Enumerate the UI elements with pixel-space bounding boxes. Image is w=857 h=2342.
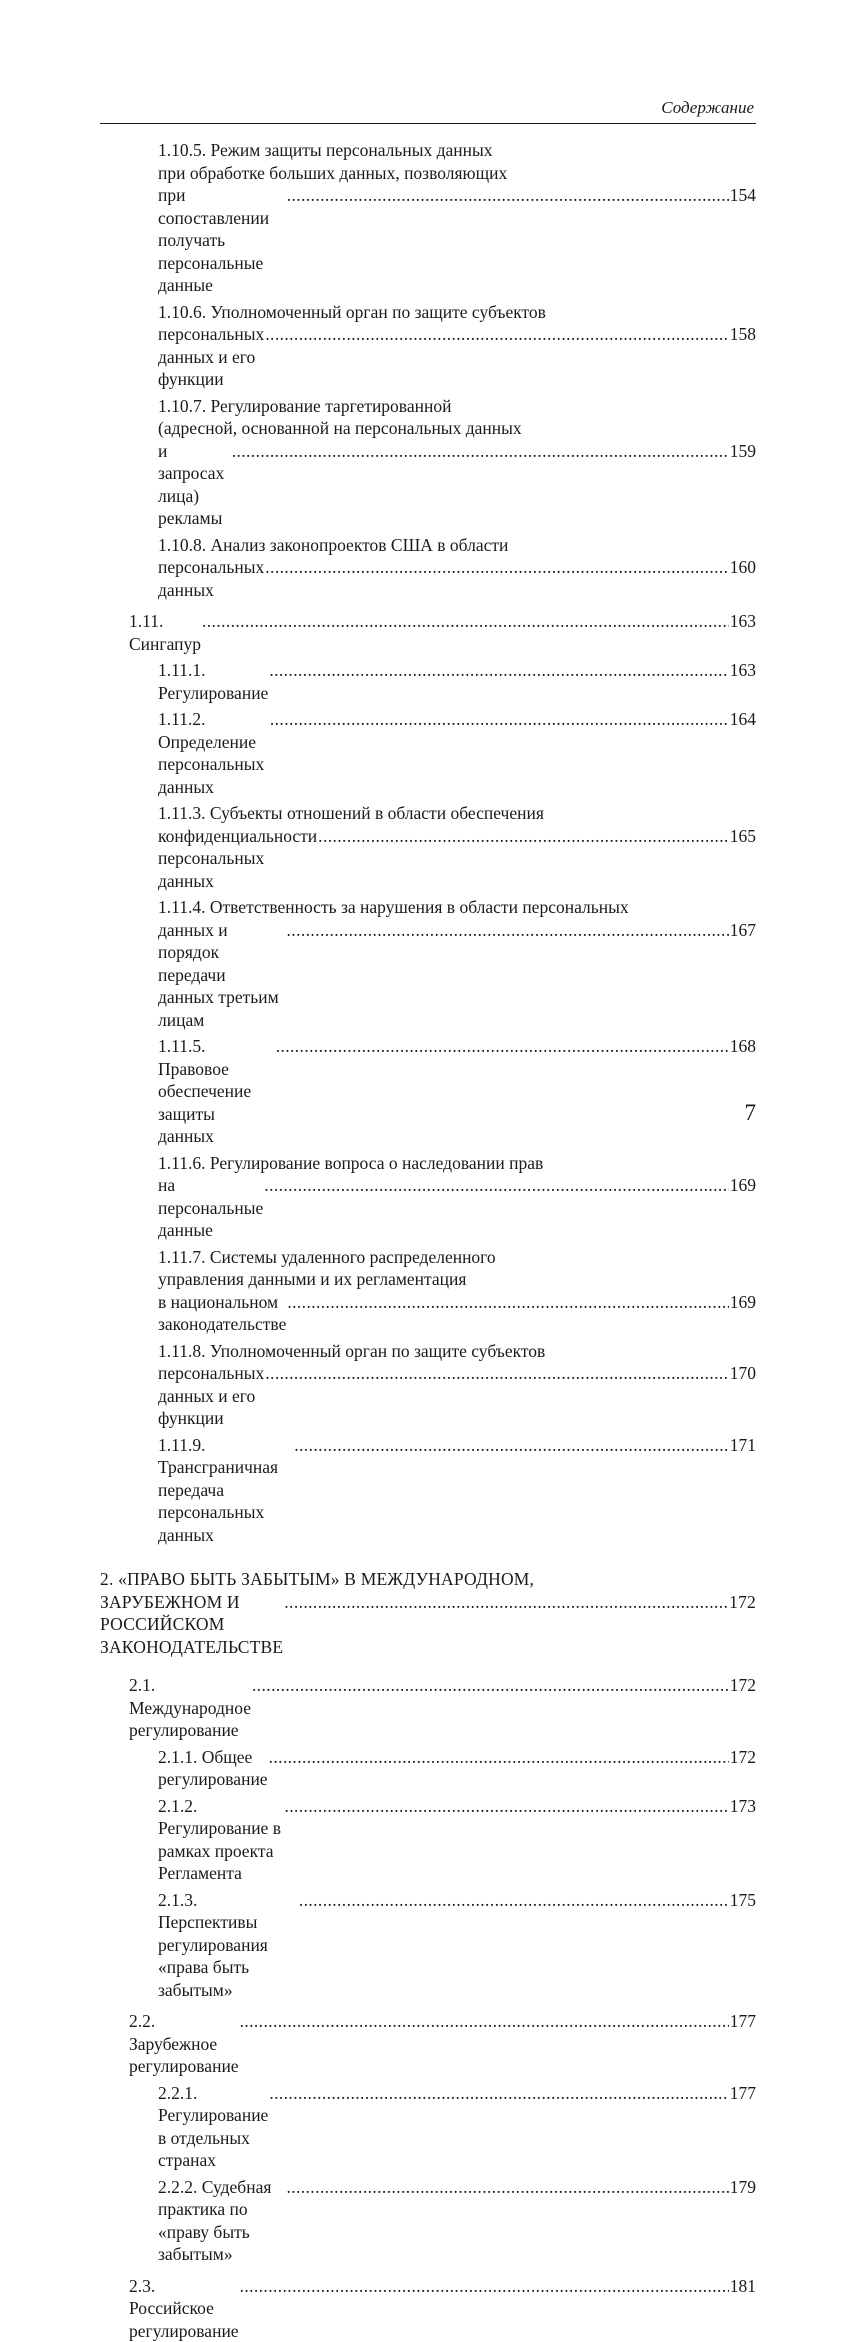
toc-entry-title: 1.11.9. Трансграничная передача персональных данных: [158, 1434, 293, 1547]
toc-page-number: 171: [730, 1434, 756, 1457]
toc-entry[interactable]: [158, 301, 756, 391]
toc-entry[interactable]: [158, 534, 756, 602]
dot-leader: [265, 1362, 728, 1385]
toc-entry[interactable]: [158, 1746, 756, 1791]
dot-leader: [299, 1889, 729, 1912]
dot-leader: [294, 1434, 729, 1457]
toc-page-number: 163: [730, 659, 756, 682]
toc-entry[interactable]: [158, 1434, 756, 1547]
dot-leader: [252, 1674, 729, 1697]
toc-entry-title: 2.2. Зарубежное регулирование: [129, 2010, 239, 2078]
toc-entry[interactable]: [158, 1340, 756, 1430]
dot-leader: [264, 1174, 728, 1197]
toc-page-number: 172: [730, 1674, 756, 1697]
toc-page-number: 177: [730, 2010, 756, 2033]
toc-entry[interactable]: [158, 2082, 756, 2172]
dot-leader: [269, 1746, 729, 1769]
toc-entry[interactable]: [158, 395, 756, 530]
toc-entry[interactable]: [158, 708, 756, 798]
toc-entry-title: 1.10.5. Режим защиты персональных данных: [158, 139, 493, 162]
toc-entry-title: 2.1.1. Общее регулирование: [158, 1746, 268, 1791]
toc-page-number: 167: [730, 919, 756, 942]
toc-entry[interactable]: [158, 1246, 756, 1336]
toc-page-number: 163: [730, 610, 756, 633]
dot-leader: [276, 1035, 729, 1058]
toc-entry-title: 1.11.8. Уполномоченный орган по защите субъектов: [158, 1340, 545, 1363]
toc-entry[interactable]: [129, 2275, 756, 2342]
header-rule: [100, 123, 756, 124]
toc-page-number: 172: [729, 1591, 756, 1614]
toc-entry-title: при сопоставлении получать персональные данные: [158, 184, 286, 297]
toc-page-number: 177: [730, 2082, 756, 2105]
toc-entry-title: 2. «ПРАВО БЫТЬ ЗАБЫТЫМ» В МЕЖДУНАРОДНОМ,: [100, 1568, 534, 1591]
toc-entry[interactable]: [158, 659, 756, 704]
dot-leader: [265, 323, 728, 346]
dot-leader: [287, 919, 729, 942]
toc-entry-title: 2.2.1. Регулирование в отдельных странах: [158, 2082, 268, 2172]
toc-page-number: 165: [730, 825, 756, 848]
toc-page-number: 181: [730, 2275, 756, 2298]
toc-entry-title: 2.1.2. Регулирование в рамках проекта Регламента: [158, 1795, 283, 1885]
toc-page-number: 169: [730, 1291, 756, 1314]
dot-leader: [232, 440, 729, 463]
toc-entry-title: конфиденциальности персональных данных: [158, 825, 317, 893]
toc-entry-title: 1.10.6. Уполномоченный орган по защите субъектов: [158, 301, 546, 324]
toc-entry[interactable]: [100, 1568, 756, 1658]
toc-page-number: 159: [730, 440, 756, 463]
dot-leader: [286, 2176, 728, 2199]
page-number: 7: [745, 1100, 757, 1126]
dot-leader: [287, 1291, 728, 1314]
toc-entry-title: управления данными и их регламентация: [158, 1268, 466, 1291]
toc-entry-title: и запросах лица) рекламы: [158, 440, 231, 530]
toc-entry-title: персональных данных и его функции: [158, 1362, 264, 1430]
toc-entry[interactable]: [158, 2176, 756, 2266]
table-of-contents: [100, 139, 756, 2342]
toc-entry[interactable]: [158, 1889, 756, 2002]
toc-entry[interactable]: [158, 802, 756, 892]
toc-entry-title: в национальном законодательстве: [158, 1291, 286, 1336]
toc-entry[interactable]: [129, 2010, 756, 2078]
toc-entry[interactable]: [158, 896, 756, 1031]
dot-leader: [284, 1591, 728, 1614]
toc-page-number: 179: [730, 2176, 756, 2199]
toc-entry-title: 2.1.3. Перспективы регулирования «права быть забытым»: [158, 1889, 298, 2002]
dot-leader: [269, 659, 728, 682]
toc-entry-title: ЗАРУБЕЖНОМ И РОССИЙСКОМ ЗАКОНОДАТЕЛЬСТВЕ: [100, 1591, 283, 1659]
toc-entry-title: 1.11.6. Регулирование вопроса о наследовании прав: [158, 1152, 543, 1175]
dot-leader: [269, 2082, 728, 2105]
toc-page-number: 175: [730, 1889, 756, 1912]
toc-entry-title: 1.11. Сингапур: [129, 610, 201, 655]
toc-entry-title: 1.11.3. Субъекты отношений в области обеспечения: [158, 802, 544, 825]
dot-leader: [318, 825, 729, 848]
toc-entry[interactable]: [158, 1152, 756, 1242]
toc-entry[interactable]: [158, 1035, 756, 1148]
dot-leader: [265, 556, 728, 579]
toc-page-number: 169: [730, 1174, 756, 1197]
toc-entry-title: 1.10.8. Анализ законопроектов США в области: [158, 534, 508, 557]
toc-entry-title: 1.11.4. Ответственность за нарушения в области персональных: [158, 896, 629, 919]
dot-leader: [240, 2010, 729, 2033]
toc-page-number: 173: [730, 1795, 756, 1818]
toc-entry-title: персональных данных: [158, 556, 264, 601]
dot-leader: [202, 610, 729, 633]
toc-entry-title: 2.1. Международное регулирование: [129, 1674, 251, 1742]
toc-entry-title: данных и порядок передачи данных третьим лицам: [158, 919, 286, 1032]
dot-leader: [287, 184, 729, 207]
toc-entry-title: 2.3. Российское регулирование: [129, 2275, 239, 2342]
toc-entry-title: 1.10.7. Регулирование таргетированной: [158, 395, 451, 418]
toc-entry[interactable]: [129, 610, 756, 655]
toc-page-number: 154: [730, 184, 756, 207]
toc-entry-title: 1.11.1. Регулирование: [158, 659, 268, 704]
toc-entry[interactable]: [129, 1674, 756, 1742]
toc-entry-title: 2.2.2. Судебная практика по «праву быть забытым»: [158, 2176, 285, 2266]
toc-page-number: 170: [730, 1362, 756, 1385]
toc-entry[interactable]: [158, 1795, 756, 1885]
running-head: Содержание: [661, 98, 754, 118]
toc-entry-title: при обработке больших данных, позволяющих: [158, 162, 507, 185]
toc-page-number: 168: [730, 1035, 756, 1058]
toc-entry[interactable]: [158, 139, 756, 297]
toc-entry-title: на персональные данные: [158, 1174, 263, 1242]
toc-page-number: 160: [730, 556, 756, 579]
dot-leader: [284, 1795, 728, 1818]
toc-page-number: 164: [730, 708, 756, 731]
toc-entry-title: 1.11.2. Определение персональных данных: [158, 708, 269, 798]
dot-leader: [240, 2275, 729, 2298]
dot-leader: [270, 708, 729, 731]
toc-page-number: 172: [730, 1746, 756, 1769]
toc-page-number: 158: [730, 323, 756, 346]
toc-entry-title: 1.11.5. Правовое обеспечение защиты данных: [158, 1035, 275, 1148]
toc-entry-title: персональных данных и его функции: [158, 323, 264, 391]
toc-entry-title: 1.11.7. Системы удаленного распределенного: [158, 1246, 496, 1269]
toc-entry-title: (адресной, основанной на персональных данных: [158, 417, 522, 440]
